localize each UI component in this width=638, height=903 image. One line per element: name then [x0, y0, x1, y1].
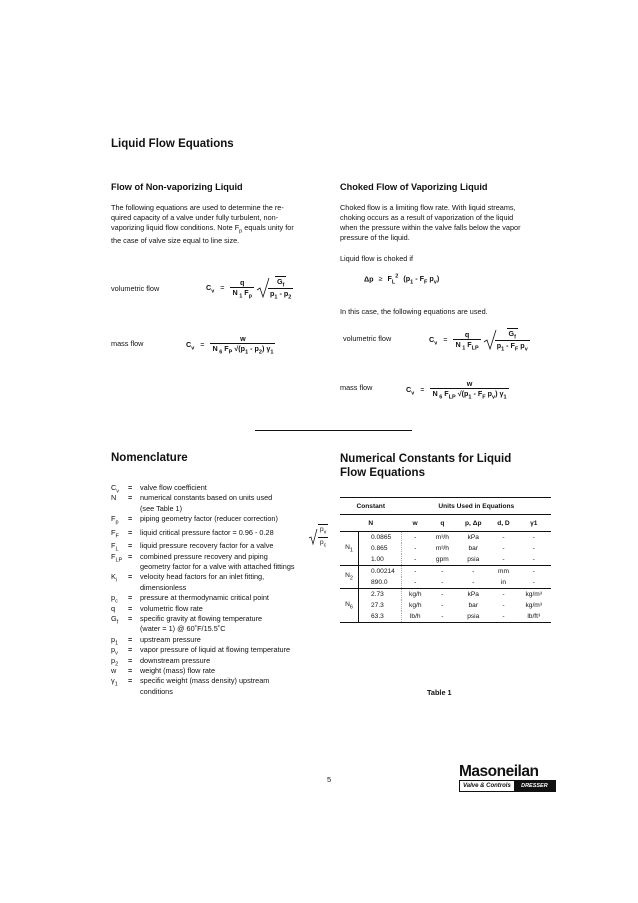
mass-flow-equation: $C_v$ = $\frac{w}{N _6 F_P √(p_1 - p_2) \gamma_1}$: [186, 334, 274, 356]
nomenclature-symbol: $F_L$: [111, 541, 119, 553]
page-title: Liquid Flow Equations: [111, 138, 234, 150]
constant-value: 0.865: [371, 545, 388, 552]
unit-cell: kg/m³: [525, 602, 542, 609]
constants-table: [340, 497, 551, 623]
nomenclature-symbol: $G_f$: [111, 614, 119, 626]
constants-row: [340, 600, 551, 611]
nomenclature-symbol: $K_i$: [111, 572, 118, 584]
sub-header-p: p, Δp: [465, 519, 482, 527]
unit-cell: bar: [468, 602, 479, 609]
nomenclature-heading: Nomenclature: [111, 452, 188, 464]
nomenclature-definition: combined pressure recovery and piping: [140, 551, 268, 561]
choked-equations-intro: In this case, the following equations are used.: [340, 307, 488, 316]
unit-cell: psia: [467, 556, 480, 563]
nomenclature-symbol: N: [111, 493, 117, 503]
unit-cell: -: [441, 579, 444, 586]
nomenclature-definition: conditions: [140, 686, 173, 696]
unit-cell: -: [441, 613, 444, 620]
unit-cell: -: [532, 534, 535, 541]
nomenclature-definition: volumetric flow rate: [140, 603, 203, 613]
choked-volumetric-flow-equation: $C_v$ = $\frac{q}{N _1 F_{LP}}$ $\frac{G_f}{p_1 - F_F p_v}$: [429, 329, 528, 353]
sub-header-n: N: [368, 519, 374, 527]
nomenclature-definition: piping geometry factor (reducer correction): [140, 514, 278, 524]
constant-value: 890.0: [371, 579, 388, 586]
choked-volumetric-flow-label: volumetric flow: [343, 334, 392, 343]
nomenclature-symbol: w: [111, 666, 117, 675]
unit-cell: bar: [468, 545, 479, 552]
nomenclature-definition: downstream pressure: [140, 655, 211, 665]
unit-cell: -: [502, 602, 505, 609]
constant-group-name: $N_2$: [340, 566, 359, 589]
unit-cell: -: [441, 602, 444, 609]
choked-mass-flow-equation: $C_v$ = $\frac{w}{N _6 F_{LP} √(p_1 - F_F p_v) \gamma_1}$: [406, 379, 507, 401]
nomenclature-definition: specific gravity at flowing temperature: [140, 614, 263, 623]
unit-cell: -: [532, 556, 535, 563]
constants-row: [340, 611, 551, 623]
nomenclature-definition: geometry factor for a valve with attached fittings: [140, 562, 295, 571]
units-column-header: Units Used in Equations: [438, 502, 515, 510]
constant-column-header: Constant: [356, 502, 386, 510]
unit-cell: -: [441, 591, 444, 598]
constant-group-name: $N_1$: [340, 532, 359, 566]
unit-cell: kPa: [467, 591, 479, 598]
constant-value: 2.73: [371, 591, 384, 598]
unit-cell: -: [532, 579, 535, 586]
constant-value: 0.0865: [371, 534, 392, 541]
constants-row: [340, 532, 551, 544]
mass-flow-label: mass flow: [111, 339, 144, 348]
unit-cell: -: [502, 545, 505, 552]
nomenclature-symbol: $F_{LP}$: [111, 551, 123, 564]
unit-cell: mm: [497, 568, 509, 575]
unit-cell: -: [502, 556, 505, 563]
unit-cell: psia: [467, 613, 480, 620]
volumetric-flow-label: volumetric flow: [111, 284, 160, 293]
page-number: 5: [327, 775, 332, 784]
masoneilan-logo: [459, 763, 556, 792]
nomenclature-definition: velocity head factors for an inlet fitting,: [140, 572, 265, 582]
unit-cell: -: [402, 566, 429, 578]
table-caption: Table 1: [427, 688, 452, 697]
sub-header-q: q: [440, 519, 445, 527]
unit-cell: in: [500, 579, 507, 586]
choked-paragraph: Choked flow is a limiting flow rate. With liquid streams, choking occurs as a result of vaporization of the liquid when the pressure within the valve falls below the vapor pressure of the liquid.: [340, 203, 521, 242]
nomenclature-definition: valve flow coefficient: [140, 483, 207, 492]
unit-cell: -: [402, 543, 429, 554]
unit-cell: m³/h: [435, 534, 449, 541]
choked-mass-flow-label: mass flow: [340, 383, 373, 392]
nomenclature-symbol: $p_1$: [111, 634, 119, 647]
unit-cell: -: [402, 577, 429, 589]
unit-cell: -: [402, 532, 429, 544]
constant-value: 0.00214: [371, 568, 395, 575]
unit-cell: kg/h: [402, 589, 429, 601]
unit-cell: gpm: [435, 556, 449, 563]
unit-cell: -: [402, 554, 429, 566]
constant-group-name: $N_6$: [340, 589, 359, 623]
nomenclature-definition: liquid pressure recovery factor for a valve: [140, 541, 274, 551]
nomenclature-definition: (water = 1) @ 60˚F/15.5˚C: [140, 624, 226, 634]
constants-heading: Numerical Constants for Liquid Flow Equations: [340, 453, 512, 479]
unit-cell: lb/ft³: [527, 613, 541, 620]
section-heading-non-vaporizing: Flow of Non-vaporizing Liquid: [111, 182, 243, 192]
constant-value: 27.3: [371, 602, 384, 609]
unit-cell: -: [502, 613, 505, 620]
unit-cell: m³/h: [435, 545, 449, 552]
nomenclature-definition: dimensionless: [140, 582, 187, 592]
constant-value: 1.00: [371, 556, 384, 563]
nomenclature-definition: specific weight (mass density) upstream: [140, 676, 270, 686]
unit-cell: -: [472, 579, 475, 586]
unit-cell: -: [441, 568, 444, 575]
nomenclature-symbol: $p_2$: [111, 655, 119, 668]
nomenclature-symbol: $p_v$: [111, 645, 118, 657]
unit-cell: -: [502, 534, 505, 541]
nomenclature-definition: numerical constants based on units used: [140, 493, 273, 503]
nomenclature-symbol: $C_v$: [111, 483, 120, 495]
non-vaporizing-paragraph: The following equations are used to determine the re- quired capacity of a valve under fully turbulent, non- vaporizing liquid flow conditions. Note $F_p$ equals unity for the case of valve size equal to line size.: [111, 203, 294, 246]
nomenclature-list: $C_v$ = valve flow coefficient N = numerical constants based on units used (see Table 1) $F_p$ = piping geometry factor (reducer correction) $F_F$ = liquid critical pressure factor = 0.96 - 0.28 $\frac{p_v}{p_c}$ $F_L$ = liquid pressure recovery factor for a valve $F_{LP}$ = combined pressure recovery and piping geometry factor for a valve with attached fittings $K_i$ = velocity head factors for an inlet fitting, dimensionless $p_c$ = pressure at thermodynamic critical point q = volumetric flow rate $G_f$ = specific gravity at flowing temperature (water = 1) @ 60˚F/15.5˚C $p_1$ = upstream pressure $p_v$ = vapor pressure of liquid at flowing temperature $p_2$ = downstream pressure w = weight (mass) flow rate $\gamma_1$ = specific weight (mass density) upstream conditions: [111, 483, 327, 696]
nomenclature-definition: weight (mass) flow rate: [140, 666, 216, 675]
unit-cell: kg/h: [402, 600, 429, 611]
nomenclature-symbol: $F_F$: [111, 527, 119, 540]
logo-bar: [459, 780, 556, 792]
constants-row: [340, 554, 551, 566]
logo-tagline: Valve & Controls: [463, 783, 511, 789]
sub-header-w: w: [412, 519, 418, 527]
unit-cell: lb/h: [402, 611, 429, 623]
unit-cell: -: [472, 568, 475, 575]
constant-value: 63.3: [371, 613, 384, 620]
nomenclature-symbol: $F_p$: [111, 514, 119, 526]
logo-badge: DRESSER: [514, 781, 555, 791]
constants-row: [340, 577, 551, 589]
logo-brand: Masoneilan: [459, 763, 539, 780]
nomenclature-definition: upstream pressure: [140, 634, 201, 644]
nomenclature-definition: liquid critical pressure factor = 0.96 - 0.28: [140, 527, 274, 537]
unit-cell: -: [532, 545, 535, 552]
section-divider: [255, 430, 412, 431]
nomenclature-symbol: $\gamma_1$: [111, 676, 118, 688]
pv-over-pc-root: $\frac{p_v}{p_c}$: [308, 524, 328, 551]
constants-row: [340, 566, 551, 578]
choked-condition-intro: Liquid flow is choked if: [340, 254, 414, 263]
unit-cell: kg/m³: [525, 591, 542, 598]
unit-cell: kPa: [467, 534, 479, 541]
sub-header-gamma: γ1: [530, 519, 538, 527]
unit-cell: -: [532, 568, 535, 575]
nomenclature-symbol: q: [111, 603, 116, 613]
unit-cell: -: [502, 591, 505, 598]
constants-row: [340, 589, 551, 601]
nomenclature-definition: (see Table 1): [140, 503, 183, 513]
sub-header-d: d, D: [497, 519, 510, 527]
choked-condition-equation: $\Delta p \ge F_L^2$ ($p_1 - F_F$ $p_v$): [364, 274, 440, 286]
nomenclature-symbol: $p_c$: [111, 593, 118, 605]
nomenclature-definition: pressure at thermodynamic critical point: [140, 593, 269, 603]
nomenclature-definition: vapor pressure of liquid at flowing temperature: [140, 645, 291, 655]
volumetric-flow-equation: $C_v$ = $\frac{q}{N _1 F_p}$ $\frac{G_f}{p_1 - p_2}$: [206, 277, 292, 301]
constants-row: [340, 543, 551, 554]
section-heading-choked: Choked Flow of Vaporizing Liquid: [340, 182, 488, 192]
